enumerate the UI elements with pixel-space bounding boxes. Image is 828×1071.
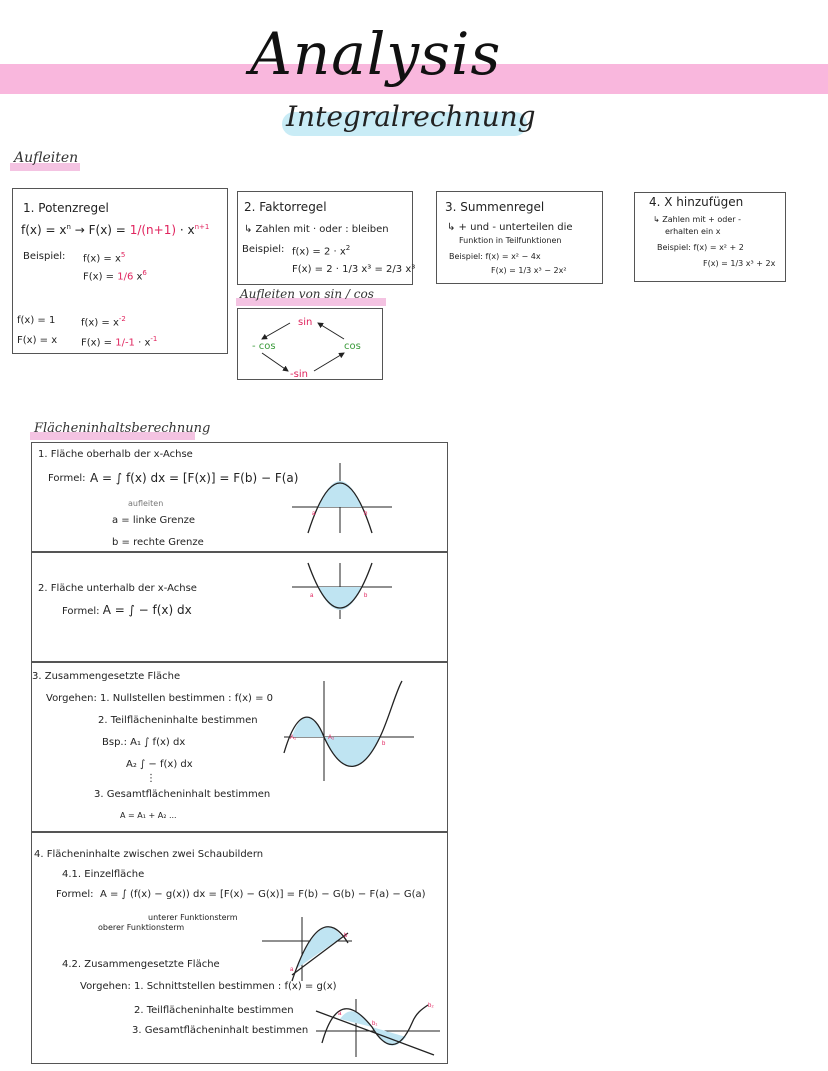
s3-vorgehen: Vorgehen: 1. Nullstellen bestimmen : f(x) = 0 bbox=[46, 693, 274, 704]
s4-title: 4. Flächeninhalte zwischen zwei Schaubildern bbox=[34, 849, 264, 860]
sincos-arrows bbox=[238, 309, 384, 381]
section-heading-flaechen: Flächeninhaltsberechnung bbox=[34, 421, 211, 436]
rule-tail: · x bbox=[179, 223, 195, 237]
potenzregel-box bbox=[12, 188, 228, 354]
s1-graph-b: b bbox=[364, 511, 368, 517]
s4-sub1: 4.1. Einzelfläche bbox=[62, 869, 145, 880]
s2-title: 2. Fläche unterhalb der x-Achse bbox=[38, 583, 197, 594]
s4-graph-a2: a bbox=[338, 1011, 342, 1017]
summenregel-line2: Funktion in Teilfunktionen bbox=[459, 236, 562, 245]
s4-unterer: unterer Funktionsterm bbox=[148, 913, 238, 922]
s2-graph-b: b bbox=[364, 593, 368, 599]
s4-formel-label: Formel: bbox=[56, 889, 94, 900]
summenregel-ex-F: F(x) = 1/3 x³ − 2x² bbox=[491, 266, 567, 275]
faktorregel-ex-f bbox=[292, 244, 350, 257]
s2-formula-row bbox=[62, 603, 192, 617]
potenzregel-title: 1. Potenzregel bbox=[23, 201, 109, 215]
sincos-top: sin bbox=[298, 317, 313, 328]
x-hinzufuegen-box bbox=[634, 192, 786, 282]
s4-graph-zusammengesetzt bbox=[316, 993, 446, 1063]
c2-F-exp: -1 bbox=[150, 335, 158, 343]
x-hinzufuegen-line2: erhalten ein x bbox=[665, 227, 721, 236]
page-title: Analysis bbox=[250, 20, 502, 88]
sincos-bottom: -sin bbox=[290, 369, 308, 380]
s3-sum: A = A₁ + A₂ ... bbox=[120, 811, 177, 820]
ex-F-frac: 1/6 bbox=[117, 271, 134, 283]
s4-graph-einzel bbox=[262, 917, 362, 987]
c2-F-frac: 1/-1 bbox=[115, 337, 135, 349]
x-hinzufuegen-ex-f: Beispiel: f(x) = x² + 2 bbox=[657, 243, 744, 252]
s3-graph-b: b bbox=[382, 741, 386, 747]
s3-bsp1: Bsp.: A₁ ∫ f(x) dx bbox=[102, 737, 186, 748]
c2-f: f(x) = x bbox=[81, 317, 119, 329]
fk-ex-f-exp: 2 bbox=[345, 244, 351, 252]
s4-graph-b2: b₂ bbox=[428, 1003, 434, 1009]
flaeche-oberhalb-box bbox=[31, 442, 448, 552]
ex-F: F(x) = bbox=[83, 271, 115, 283]
sincos-left: - cos bbox=[252, 341, 276, 352]
x-hinzufuegen-line1: ↳ Zahlen mit + oder - bbox=[653, 215, 742, 224]
case1-f: f(x) = 1 bbox=[17, 315, 56, 326]
c2-F-tail: · x bbox=[138, 337, 151, 349]
faktorregel-ex-F: F(x) = 2 · 1/3 x³ = 2/3 x³ bbox=[292, 264, 416, 275]
sincos-heading: Aufleiten von sin / cos bbox=[240, 287, 374, 301]
case2-f bbox=[81, 315, 126, 328]
s4-graph-a: a bbox=[290, 967, 294, 973]
rule-tail-exp: n+1 bbox=[194, 223, 210, 231]
s1-formula: A = ∫ f(x) dx = [F(x)] = F(b) − F(a) bbox=[90, 471, 299, 485]
faktorregel-text: ↳ Zahlen mit · oder : bleiben bbox=[244, 224, 389, 235]
s4-vorgehen: Vorgehen: 1. Schnittstellen bestimmen : f(x) = g(x) bbox=[80, 981, 337, 992]
faktorregel-example-label: Beispiel: bbox=[242, 244, 285, 255]
page-subtitle: Integralrechnung bbox=[286, 100, 536, 133]
zusammengesetzte-flaeche-box bbox=[31, 662, 448, 832]
s4-graph-b: b bbox=[344, 933, 348, 939]
ex-F-exp: 6 bbox=[142, 269, 147, 277]
s4-graph-b1: b₁ bbox=[372, 1021, 378, 1027]
rule-frac: 1/(n+1) bbox=[129, 223, 177, 237]
rule-arrow: → F(x) = bbox=[74, 223, 126, 237]
s3-graph-a2: A₂ bbox=[328, 735, 335, 741]
s4-formula: A = ∫ (f(x) − g(x)) dx = [F(x) − G(x)] = F(b) − G(b) − F(a) − G(a) bbox=[100, 889, 426, 900]
summenregel-title: 3. Summenregel bbox=[445, 200, 545, 214]
s3-step2: 2. Teilflächeninhalte bestimmen bbox=[98, 715, 258, 726]
case2-F bbox=[81, 335, 157, 348]
summenregel-line1: ↳ + und - unterteilen die bbox=[447, 222, 573, 233]
section-heading-aufleiten: Aufleiten bbox=[14, 150, 79, 166]
s3-bsp2: A₂ ∫ − f(x) dx bbox=[126, 759, 193, 770]
s2-formula: A = ∫ − f(x) dx bbox=[102, 603, 192, 617]
s2-graph bbox=[292, 563, 412, 643]
faktorregel-box bbox=[237, 191, 416, 285]
ex-F-tail: x bbox=[136, 271, 143, 283]
s1-aufleiten: aufleiten bbox=[128, 499, 164, 508]
case1-F: F(x) = x bbox=[17, 335, 58, 346]
s3-graph-a1: A₁ bbox=[290, 735, 297, 741]
s3-step3: 3. Gesamtflächeninhalt bestimmen bbox=[94, 789, 271, 800]
s2-graph-a: a bbox=[310, 593, 314, 599]
s1-formel-label: Formel: bbox=[48, 473, 86, 484]
potenzregel-example-label: Beispiel: bbox=[23, 251, 66, 262]
s1-graph bbox=[292, 463, 412, 543]
s4-step2: 2. Teilflächeninhalte bestimmen bbox=[134, 1005, 294, 1016]
x-hinzufuegen-title: 4. X hinzufügen bbox=[649, 195, 744, 209]
rule-f-exp: n bbox=[66, 223, 71, 231]
faktorregel-title: 2. Faktorregel bbox=[244, 200, 327, 214]
ex-f-exp: 5 bbox=[120, 251, 126, 259]
fk-ex-f: f(x) = 2 · x bbox=[292, 246, 346, 258]
flaeche-unterhalb-box bbox=[31, 552, 448, 662]
s4-sub2: 4.2. Zusammengesetzte Fläche bbox=[62, 959, 220, 970]
c2-f-exp: -2 bbox=[118, 315, 126, 323]
sincos-box bbox=[237, 308, 383, 380]
s3-title: 3. Zusammengesetzte Fläche bbox=[32, 671, 181, 682]
rule-f: f(x) = x bbox=[21, 223, 67, 237]
potenzregel-rule bbox=[21, 223, 209, 237]
s4-oberer: oberer Funktionsterm bbox=[98, 923, 185, 932]
s1-title: 1. Fläche oberhalb der x-Achse bbox=[38, 449, 193, 460]
summenregel-box bbox=[436, 191, 603, 284]
s1-b-def: b = rechte Grenze bbox=[112, 537, 204, 548]
x-hinzufuegen-ex-F: F(x) = 1/3 x³ + 2x bbox=[703, 259, 776, 268]
s3-graph bbox=[284, 681, 424, 781]
s4-step3: 3. Gesamtflächeninhalt bestimmen bbox=[132, 1025, 309, 1036]
potenzregel-ex-f bbox=[83, 251, 125, 264]
s3-dots: ⋮ bbox=[146, 773, 156, 784]
potenzregel-ex-F bbox=[83, 269, 147, 282]
sincos-right: cos bbox=[344, 341, 361, 352]
flaeche-zwischen-schaubildern-box bbox=[31, 832, 448, 1064]
c2-F: F(x) = bbox=[81, 337, 113, 349]
s1-graph-a: a bbox=[312, 511, 316, 517]
s1-a-def: a = linke Grenze bbox=[112, 515, 196, 526]
summenregel-ex-f: Beispiel: f(x) = x² − 4x bbox=[449, 252, 541, 261]
ex-f: f(x) = x bbox=[83, 253, 121, 265]
s2-formel-label: Formel: bbox=[62, 606, 100, 617]
